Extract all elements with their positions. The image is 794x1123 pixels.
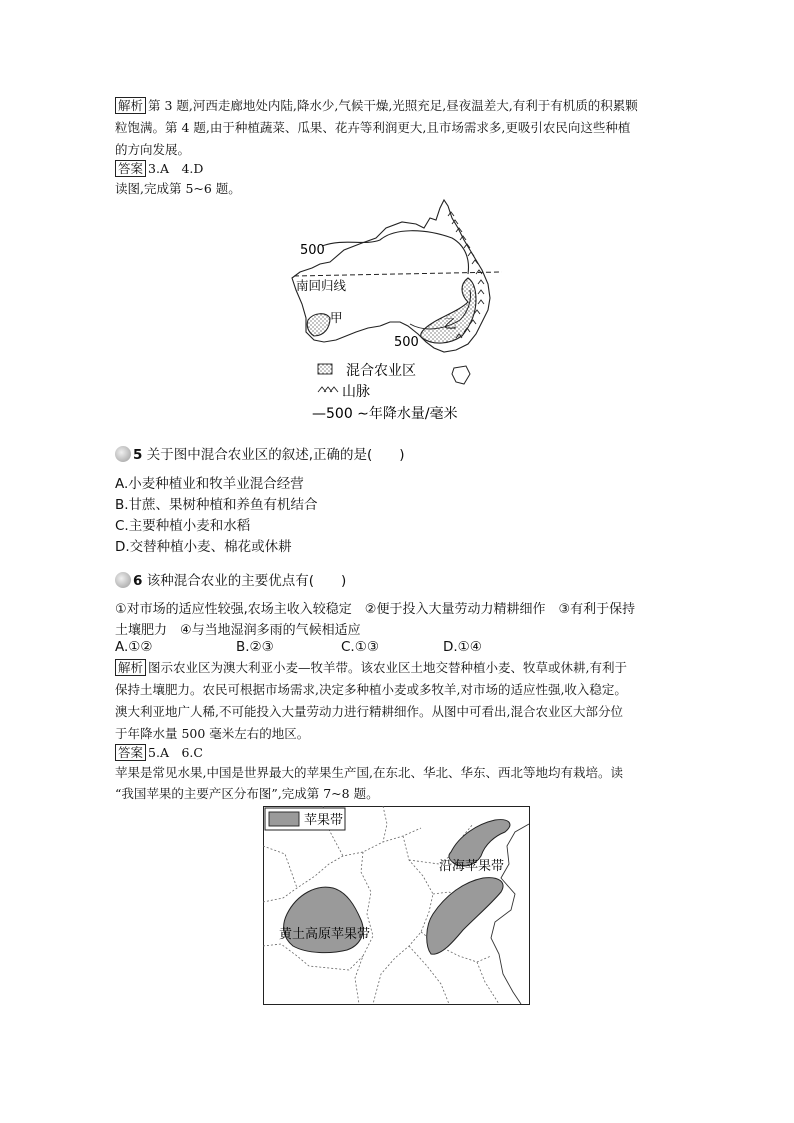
legend-mountain-icon bbox=[318, 387, 338, 392]
label-500-top: 500 bbox=[300, 243, 325, 258]
q6-option-a[interactable]: A.①② bbox=[115, 639, 153, 655]
question-5: 5 关于图中混合农业区的叙述,正确的是( ) bbox=[115, 443, 405, 463]
analysis-tag: 解析 bbox=[115, 659, 146, 676]
analysis-2-line-1: 解析 图示农业区为澳大利亚小麦—牧羊带。该农业区土地交替种植小麦、牧草或休耕,有利于 bbox=[115, 659, 627, 677]
label-500-bottom: 500 bbox=[394, 335, 419, 350]
loess-belt-label: 黄土高原苹果带 bbox=[279, 927, 371, 942]
analysis-2-line-4: 于年降水量 500 毫米左右的地区。 bbox=[115, 726, 310, 741]
legend-mountain: 山脉 bbox=[342, 384, 370, 400]
question-bullet-icon bbox=[115, 446, 131, 462]
question-6: 6 该种混合农业的主要优点有( ) bbox=[115, 569, 346, 589]
apple-map bbox=[263, 806, 531, 1006]
legend-rain: —500 ∼年降水量/毫米 bbox=[312, 406, 458, 422]
answer-2: 答案 5.A 6.C bbox=[115, 744, 203, 762]
analysis-1-line-2: 粒饱满。第 4 题,由于种植蔬菜、瓜果、花卉等利润更大,且市场需求多,更吸引农民向这些种植 bbox=[115, 120, 631, 135]
tasmania bbox=[452, 366, 470, 384]
legend-mixed: 混合农业区 bbox=[346, 363, 416, 379]
q5-option-b[interactable]: B.甘蔗、果树种植和养鱼有机结合 bbox=[115, 497, 318, 513]
q6-option-d[interactable]: D.①④ bbox=[443, 639, 482, 655]
q6-statement-line-2: 土壤肥力 ④与当地湿润多雨的气候相适应 bbox=[115, 623, 361, 638]
analysis-2-line-3: 澳大利亚地广人稀,不可能投入大量劳动力进行精耕细作。从图中可看出,混合农业区大部分位 bbox=[115, 704, 623, 719]
legend-swatch bbox=[269, 812, 299, 826]
q6-option-b[interactable]: B.②③ bbox=[236, 639, 274, 655]
intro-q7-8-line-1: 苹果是常见水果,中国是世界最大的苹果生产国,在东北、华北、华东、西北等地均有栽培。读 bbox=[115, 765, 623, 780]
q6-option-c[interactable]: C.①③ bbox=[341, 639, 379, 655]
intro-q5-6: 读图,完成第 5~6 题。 bbox=[115, 181, 241, 196]
question-bullet-icon bbox=[115, 572, 131, 588]
q5-option-a[interactable]: A.小麦种植业和牧羊业混合经营 bbox=[115, 476, 304, 492]
label-yi: 乙 bbox=[444, 316, 457, 331]
australia-map bbox=[284, 198, 512, 426]
legend-mixed-swatch bbox=[318, 364, 332, 374]
q5-option-d[interactable]: D.交替种植小麦、棉花或休耕 bbox=[115, 539, 292, 555]
tropic-label: 南回归线 bbox=[296, 278, 347, 293]
label-jia: 甲 bbox=[330, 310, 343, 325]
analysis-1-line-3: 的方向发展。 bbox=[115, 142, 191, 157]
answer-1: 答案 3.A 4.D bbox=[115, 160, 203, 178]
legend-label: 苹果带 bbox=[304, 813, 344, 828]
answer-tag: 答案 bbox=[115, 744, 146, 761]
answer-tag: 答案 bbox=[115, 160, 146, 177]
analysis-2-line-2: 保持土壤肥力。农民可根据市场需求,决定多种植小麦或多牧羊,对市场的适应性强,收入稳定。 bbox=[115, 682, 627, 697]
q5-option-c[interactable]: C.主要种植小麦和水稻 bbox=[115, 518, 251, 534]
analysis-tag: 解析 bbox=[115, 97, 146, 114]
q6-statement-line-1: ①对市场的适应性较强,农场主收入较稳定 ②便于投入大量劳动力精耕细作 ③有利于保持 bbox=[115, 602, 636, 617]
intro-q7-8-line-2: “我国苹果的主要产区分布图”,完成第 7~8 题。 bbox=[115, 786, 379, 801]
coastal-belt-label: 沿海苹果带 bbox=[439, 859, 505, 874]
analysis-1-line-1: 解析 第 3 题,河西走廊地处内陆,降水少,气候干燥,光照充足,昼夜温差大,有利于有机质的积累颗 bbox=[115, 97, 638, 115]
